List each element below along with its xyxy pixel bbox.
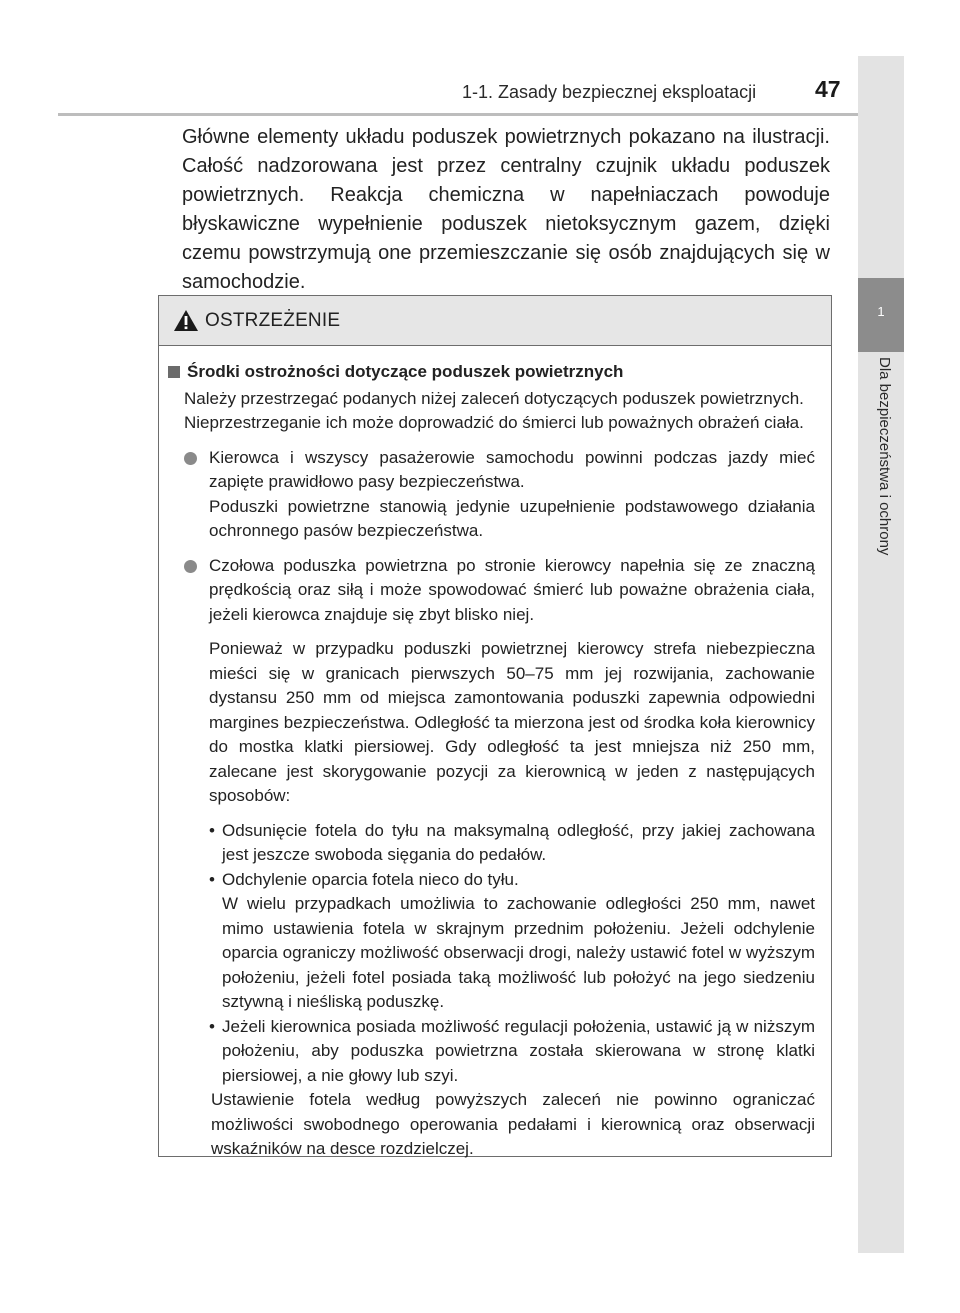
bullet-item-2 (184, 554, 815, 628)
bullet-2-text: Czołowa poduszka powietrzna po stronie kierowcy napełnia się ze znaczną prędkością oraz siłą i może spowodować śmierć lub poważne obrażenia ciała, jeżeli kierowca znajduje się zbyt blisko niej. (209, 555, 815, 624)
square-bullet-icon (168, 366, 180, 378)
sub-item-3: • Jeżeli kierownica posiada możliwość regulacji położenia, ustawić ją w niższym położeniu, aby poduszka powietrzna została skierowana w stronę klatki piersiowej, a nie głowy lub szyi. (209, 1015, 815, 1089)
circle-bullet-icon (184, 560, 197, 573)
chapter-number: 1 (858, 278, 904, 352)
bullet-item-1 (184, 446, 815, 544)
warning-body (159, 346, 831, 1162)
sub-item-2-note: W wielu przypadkach umożliwia to zachowanie odległości 250 mm, nawet mimo ustawienia fotela w skrajnym przednim położeniu. Jeżeli odchylenie oparcia ograniczy możliwość obserwacji drogi, należy ustawić fotel w wyższym położeniu, jeżeli fotel posiada taką możliwość lub położyć na jego siedzeniu sztywną i nieśliską poduszkę. (222, 894, 815, 1011)
warning-para-2: Nieprzestrzeganie ich może doprowadzić do śmierci lub poważnych obrażeń ciała. (184, 413, 804, 432)
side-tab (858, 56, 904, 1253)
warning-section-heading (168, 360, 815, 385)
sub-item-3-text: Jeżeli kierownica posiada możliwość regulacji położenia, ustawić ją w niższym położeniu, aby poduszka powietrzna została skierowana w stronę klatki piersiowej, a nie głowy lub szyi. (222, 1016, 815, 1085)
page-number: 47 (815, 76, 841, 102)
section-title: 1-1. Zasady bezpiecznej eksploatacji (462, 82, 757, 102)
intro-paragraph: Główne elementy układu poduszek powietrznych pokazano na ilustracji. Całość nadzorowana jest przez centralny czujnik układu poduszek powietrznych. Reakcja chemiczna w napełniaczach powoduje błyskawiczne wypełnienie poduszek nietoksycznym gazem, dzięki czemu powstrzymują one przemieszczanie się osób znajdujących się w samochodzie. (182, 126, 830, 293)
sub-item-1-text: Odsunięcie fotela do tyłu na maksymalną odległość, przy jakiej zachowana jest jeszcze swoboda sięgania do pedałów. (222, 820, 815, 864)
warning-label: OSTRZEŻENIE (205, 309, 341, 331)
sub-item-1: • Odsunięcie fotela do tyłu na maksymalną odległość, przy jakiej zachowana jest jeszcze swoboda sięgania do pedałów. (209, 819, 815, 868)
warning-section-title: Środki ostrożności dotyczące poduszek powietrznych (187, 362, 624, 381)
sub-item-2-text: Odchylenie oparcia fotela nieco do tyłu. (222, 869, 519, 889)
closing-paragraph: Ustawienie fotela według powyższych zaleceń nie powinno ograniczać możliwości swobodnego operowania pedałami i kierownicą oraz obserwacji wskaźników na desce rozdzielczej. (211, 1090, 815, 1158)
bullet-1-text: Kierowca i wszyscy pasażerowie samochodu powinni podczas jazdy mieć zapięte prawidłowo pasy bezpieczeństwa. (209, 447, 815, 491)
warning-box (158, 295, 832, 1157)
bullet-1-note: Poduszki powietrzne stanowią jedynie uzupełnienie podstawowego działania ochronnego pasów bezpieczeństwa. (209, 496, 815, 540)
bullet-2-paragraph: Ponieważ w przypadku poduszki powietrznej kierowcy strefa niebezpieczna mieści się w granicach pierwszych 50–75 mm jej rozwijania, zachowanie dystansu 250 mm od miejsca zamontowania poduszki zapewnia odpowiedni margines bezpieczeństwa. Odległość ta mierzona jest od środka koła kierownicy do mostka klatki piersiowej. Gdy odległość ta jest mniejsza niż 250 mm, zalecane jest skorygowanie pozycji za kierownicą w jeden z następujących sposobów: (209, 639, 815, 805)
sub-item-2: • Odchylenie oparcia fotela nieco do tyłu. W wielu przypadkach umożliwia to zachowanie odległości 250 mm, nawet mimo ustawienia fotela w skrajnym przednim położeniu. Jeżeli odchylenie oparcia ograniczy możliwość obserwacji drogi, należy ustawić fotel w wyższym położeniu, jeżeli fotel posiada taką możliwość lub położyć na jego siedzeniu sztywną i nieśliską poduszkę. (209, 868, 815, 1015)
warning-triangle-icon (173, 309, 199, 332)
chapter-label: Dla bezpieczeństwa i ochrony (876, 357, 893, 556)
header-divider (58, 113, 858, 116)
circle-bullet-icon (184, 452, 197, 465)
warning-header (159, 296, 831, 346)
warning-para-1: Należy przestrzegać podanych niżej zaleceń dotyczących poduszek powietrznych. (184, 388, 804, 408)
